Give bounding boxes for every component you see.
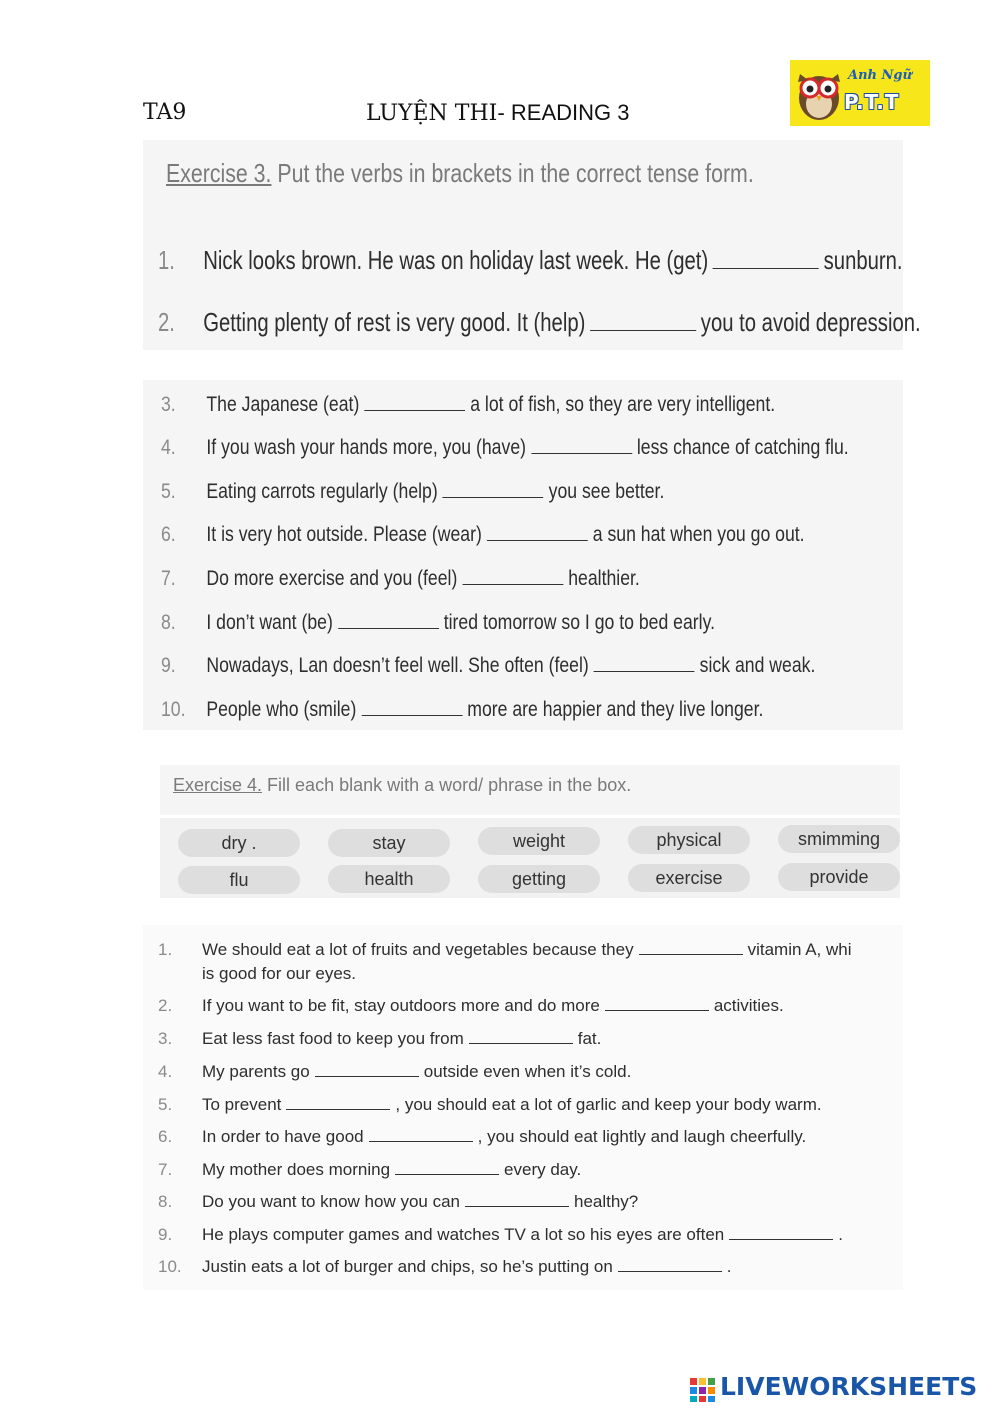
answer-blank[interactable] — [465, 1206, 569, 1207]
item-text-after: more are happier and they live longer. — [467, 698, 764, 721]
item-number: 1. — [158, 940, 173, 959]
ex3-item — [161, 523, 805, 547]
word-chip[interactable]: getting — [478, 865, 600, 893]
word-chip[interactable]: smimming — [778, 825, 900, 853]
answer-blank[interactable] — [286, 1109, 390, 1110]
item-text-after: you see better. — [548, 480, 665, 503]
title-part-1: LUYỆN THI- — [366, 101, 505, 126]
item-text-after: . — [838, 1225, 843, 1244]
item-text-before: We should eat a lot of fruits and vegetables because they — [202, 940, 634, 959]
ex3-item — [161, 436, 849, 460]
ex3-item — [158, 245, 903, 276]
item-text-after: you to avoid depression. — [700, 307, 921, 337]
item-text-before: Eating carrots regularly (help) — [206, 480, 438, 503]
ex3-item — [161, 654, 815, 678]
item-text-before: People who (smile) — [206, 698, 357, 721]
item-text-before: He plays computer games and watches TV a lot so his eyes are often — [202, 1225, 725, 1244]
item-number: 8. — [161, 611, 176, 634]
item-text-before: Justin eats a lot of burger and chips, so he’s putting on — [202, 1257, 613, 1276]
item-text-before: It is very hot outside. Please (wear) — [206, 523, 482, 546]
owl-icon — [794, 66, 844, 122]
item-number: 9. — [161, 654, 176, 677]
item-text-after: activities. — [713, 996, 784, 1015]
item-text-before: The Japanese (eat) — [206, 393, 360, 416]
item-text-after: , you should eat lightly and laugh cheerfully. — [477, 1127, 807, 1146]
worksheet-code: TA9 — [143, 100, 187, 125]
item-text-before: Eat less fast food to keep you from — [202, 1029, 464, 1048]
exercise3-label: Exercise 3. — [166, 158, 272, 188]
item-text-after: a sun hat when you go out. — [592, 523, 805, 546]
item-number: 3. — [158, 1029, 173, 1048]
item-text-before: My mother does morning — [202, 1160, 391, 1179]
liveworksheets-logo-icon — [690, 1378, 716, 1402]
answer-blank[interactable] — [531, 453, 632, 454]
word-chip[interactable]: flu — [178, 866, 300, 894]
answer-blank[interactable] — [395, 1174, 499, 1175]
item-text-before: In order to have good — [202, 1127, 364, 1146]
item-text-after: tired tomorrow so I go to bed early. — [443, 611, 716, 634]
item-number: 3. — [161, 393, 176, 416]
ex4-item — [158, 1062, 631, 1082]
item-text-after: less chance of catching flu. — [636, 436, 849, 459]
item-number: 7. — [161, 567, 176, 590]
ex4-item — [158, 1225, 843, 1245]
ex4-item — [158, 1192, 638, 1212]
ex3-item — [161, 567, 640, 591]
word-chip[interactable]: provide — [778, 863, 900, 891]
item-number: 6. — [161, 523, 176, 546]
word-chip[interactable]: stay — [328, 829, 450, 857]
item-number: 4. — [161, 436, 176, 459]
answer-blank[interactable] — [594, 671, 695, 672]
answer-blank[interactable] — [443, 497, 544, 498]
item-text-before: I don’t want (be) — [206, 611, 333, 634]
item-text-before: Getting plenty of rest is very good. It (help) — [203, 307, 586, 337]
answer-blank[interactable] — [315, 1076, 419, 1077]
exercise3-instruction: Put the verbs in brackets in the correct tense form. — [271, 158, 754, 188]
ex4-item — [158, 1257, 732, 1277]
ex4-item — [158, 1160, 581, 1180]
item-text-before: If you want to be fit, stay outdoors more and do more — [202, 996, 600, 1015]
word-chip[interactable]: health — [328, 865, 450, 893]
logo-text-line2: P.T.T — [844, 90, 900, 114]
item-number: 2. — [158, 307, 175, 337]
item-text-after: . — [726, 1257, 732, 1276]
item-text-before: To prevent — [202, 1095, 282, 1114]
title-part-2: READING 3 — [504, 100, 630, 125]
item-text-after: , you should eat a lot of garlic and keep your body warm. — [395, 1095, 822, 1114]
school-logo — [790, 60, 930, 126]
answer-blank[interactable] — [639, 954, 743, 955]
item-text-before: Do more exercise and you (feel) — [206, 567, 458, 590]
exercise4-instruction: Fill each blank with a word/ phrase in the box. — [262, 775, 632, 795]
ex3-item — [161, 393, 775, 417]
word-chip[interactable]: exercise — [628, 864, 750, 892]
answer-blank[interactable] — [462, 584, 563, 585]
answer-blank[interactable] — [618, 1271, 722, 1272]
item-number: 6. — [158, 1127, 173, 1146]
answer-blank[interactable] — [364, 410, 465, 411]
item-text-after: every day. — [504, 1160, 582, 1179]
ex4-item — [158, 1029, 601, 1049]
answer-blank[interactable] — [590, 330, 696, 331]
item-number: 1. — [158, 245, 175, 275]
item-number: 5. — [158, 1095, 173, 1114]
word-chip[interactable]: physical — [628, 826, 750, 854]
exercise4-label: Exercise 4. — [173, 775, 263, 795]
item-text-before: Do you want to know how you can — [202, 1192, 460, 1211]
ex3-item — [161, 611, 715, 635]
item-text-after: healthier. — [568, 567, 640, 590]
answer-blank[interactable] — [605, 1010, 709, 1011]
item-text-after: a lot of fish, so they are very intelligent. — [470, 393, 776, 416]
exercise4-title — [173, 775, 631, 796]
item-number: 10. — [161, 698, 186, 721]
item-text-after: sick and weak. — [699, 654, 816, 677]
answer-blank[interactable] — [487, 540, 588, 541]
item-text-before: My parents go — [202, 1062, 310, 1081]
item-number: 4. — [158, 1062, 173, 1081]
word-chip[interactable]: weight — [478, 827, 600, 855]
exercise3-title — [166, 158, 754, 189]
footer-brand: LIVEWORKSHEETS — [720, 1372, 978, 1401]
answer-blank[interactable] — [338, 628, 439, 629]
item-number: 2. — [158, 996, 173, 1015]
answer-blank[interactable] — [469, 1043, 573, 1044]
item-number: 10. — [158, 1257, 182, 1276]
item-text-after: healthy? — [573, 1192, 639, 1211]
ex4-item — [158, 1127, 806, 1147]
item-text-after: fat. — [577, 1029, 602, 1048]
logo-text-line1: Anh Ngữ — [848, 68, 912, 83]
ex4-item-continuation: is good for our eyes. — [202, 964, 357, 983]
item-text-after: vitamin A, whi — [747, 940, 852, 959]
ex3-item — [158, 307, 921, 338]
item-number: 7. — [158, 1160, 173, 1179]
ex4-item — [158, 940, 852, 960]
word-chip[interactable]: dry . — [178, 829, 300, 857]
ex4-item — [158, 1095, 822, 1115]
page-title — [366, 100, 629, 126]
item-text-before: If you wash your hands more, you (have) — [206, 436, 527, 459]
answer-blank[interactable] — [729, 1239, 833, 1240]
item-text-before: Nowadays, Lan doesn’t feel well. She often (feel) — [206, 654, 589, 677]
answer-blank[interactable] — [361, 715, 462, 716]
item-text-after: sunburn. — [823, 245, 903, 275]
item-text-before: Nick looks brown. He was on holiday last week. He (get) — [203, 245, 709, 275]
ex3-item — [161, 698, 763, 722]
ex4-item — [158, 996, 784, 1016]
item-text-after: outside even when it’s cold. — [423, 1062, 632, 1081]
item-number: 5. — [161, 480, 176, 503]
item-number: 9. — [158, 1225, 173, 1244]
item-number: 8. — [158, 1192, 173, 1211]
answer-blank[interactable] — [369, 1141, 473, 1142]
ex3-item — [161, 480, 664, 504]
answer-blank[interactable] — [713, 268, 819, 269]
